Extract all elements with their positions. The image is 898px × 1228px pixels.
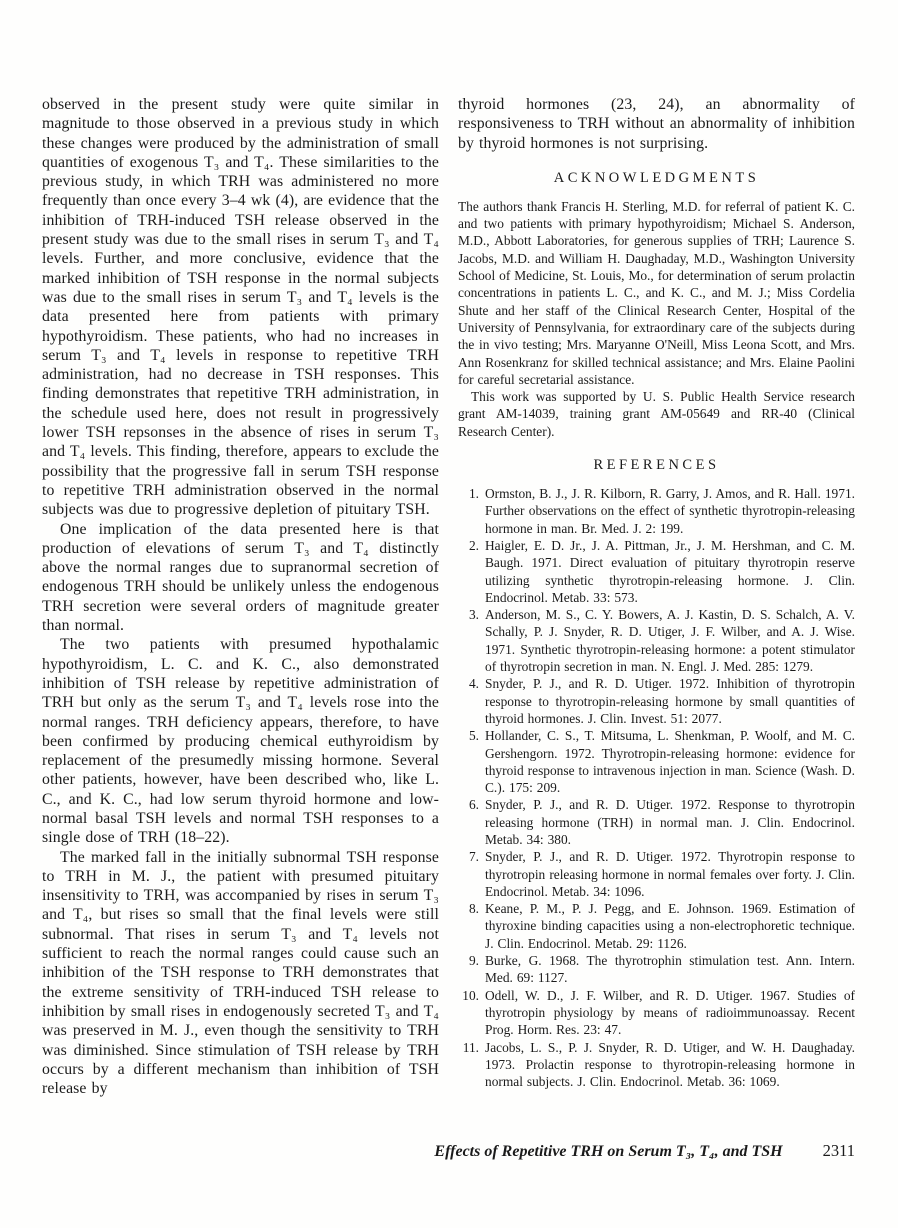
reference-number: 5. bbox=[468, 728, 479, 744]
body-paragraph: The two patients with presumed hypothalamic hypothyroidism, L. C. and K. C., also demonstrated inhibition of TSH release by repetitive administration of TRH but only as the serum T₃ and T₄ levels rose into the normal ranges. TRH deficiency appears, therefore, to have been confirmed by producing chemical euthyroidism by replacement of the presumedly missing hormone. Several other patients, however, have been described who, like L. C., and K. C., had low serum thyroid hormone and low-normal basal TSH levels and normal TSH responses to a single dose of TRH (18–22). bbox=[42, 636, 439, 847]
reference-text: Haigler, E. D. Jr., J. A. Pittman, Jr., J. M. Hershman, and C. M. Baugh. 1971. Direct evaluation of pituitary thyrotropin reserve utilizing synthetic thyrotropin-releasing hormone. J. Clin. Endocrinol. Metab. 33: 573. bbox=[485, 537, 855, 605]
reference-text: Ormston, B. J., J. R. Kilborn, R. Garry, J. Amos, and R. Hall. 1971. Further observations on the effect of synthetic thyrotropin-releasing hormone in man. Br. Med. J. 2: 199. bbox=[485, 486, 855, 536]
reference-text: Snyder, P. J., and R. D. Utiger. 1972. Thyrotropin response to thyrotropin releasing hormone in normal females over forty. J. Clin. Endocrinol. Metab. 34: 1096. bbox=[485, 849, 855, 899]
reference-number: 4. bbox=[468, 676, 479, 692]
page-footer bbox=[42, 1141, 855, 1161]
reference-number: 11. bbox=[462, 1039, 479, 1055]
body-paragraph: The marked fall in the initially subnormal TSH response to TRH in M. J., the patient with presumed pituitary insensitivity to TRH, was accompanied by rises in serum T₃ and T₄, but rises so small that the final levels were still subnormal. That rises in serum T₃ and T₄ levels not sufficient to reach the normal ranges could cause such an inhibition of the TSH response to TRH demonstrates that the extreme sensitivity of TRH-induced TSH release to inhibition by small rises in endogenously secreted T₃ and T₄ was preserved in M. J., even though the sensitivity to TRH was diminished. Since stimulation of TSH release by TRH occurs by a different mechanism than inhibition of TSH release by bbox=[42, 848, 439, 1098]
reference-number: 9. bbox=[468, 953, 479, 969]
reference-text: Snyder, P. J., and R. D. Utiger. 1972. Inhibition of thyrotropin response to thyrotropin-releasing hormone by small quantities of thyroid hormones. J. Clin. Invest. 51: 2077. bbox=[485, 676, 855, 726]
reference-text: Keane, P. M., P. J. Pegg, and E. Johnson. 1969. Estimation of thyroxine binding capacities using a non-electrophoretic technique. J. Clin. Endocrinol. Metab. 29: 1126. bbox=[485, 901, 855, 951]
reference-item bbox=[458, 848, 855, 900]
reference-number: 8. bbox=[468, 901, 479, 917]
reference-item bbox=[458, 796, 855, 848]
running-title: Effects of Repetitive TRH on Serum T₃, T₄, and TSH bbox=[434, 1143, 783, 1160]
reference-number: 2. bbox=[468, 537, 479, 553]
references-heading: REFERENCES bbox=[593, 457, 720, 474]
reference-text: Odell, W. D., J. F. Wilber, and R. D. Utiger. 1967. Studies of thyrotropin physiology by means of radioimmunoassay. Recent Prog. Horm. Res. 23: 47. bbox=[485, 987, 855, 1038]
reference-item bbox=[458, 485, 855, 537]
reference-item bbox=[458, 900, 855, 952]
reference-text: Snyder, P. J., and R. D. Utiger. 1972. Response to thyrotropin releasing hormone (TRH) in normal man. J. Clin. Endocrinol. Metab. 34: 380. bbox=[485, 797, 855, 847]
reference-number: 10. bbox=[462, 987, 479, 1003]
body-paragraph: observed in the present study were quite similar in magnitude to those observed in a previous study in which these changes were produced by the administration of small quantities of exogenous T₃ and T₄. These similarities to the previous study, in which TRH was administered no more frequently than once every 3–4 wk (4), are evidence that the inhibition of TRH-induced TSH release observed in the present study was due to the small rises in serum T₃ and T₄ levels. Further, and more conclusive, evidence that the marked inhibition of TSH response in the normal subjects was due to the small rises in serum T₃ and T₄ levels is the data presented here from patients with primary hypothyroidism. These patients, who had no increases in serum T₃ and T₄ levels in response to repetitive TRH administration, had no decrease in TSH responses. This finding demonstrates that repetitive TRH administration, in the schedule used here, does not result in progressively lower TSH repsonses in the absence of rises in serum T₃ and T₄ levels. This finding, therefore, appears to exclude the possibility that the progressive fall in serum TSH response to repetitive TRH administration observed in the normal subjects was due to progressive depletion of pituitary TSH. bbox=[42, 96, 439, 519]
reference-number: 7. bbox=[468, 849, 479, 865]
body-paragraph: One implication of the data presented here is that production of elevations of serum T₃ and T₄ distinctly above the normal ranges due to supranormal secretion of endogenous TRH should be unlikely unless the endogenous TRH secretion were several orders of magnitude greater than normal. bbox=[42, 520, 439, 635]
acknowledgments-paragraph: The authors thank Francis H. Sterling, M.D. for referral of patient K. C. and two patients with primary hypothyroidism; Michael S. Anderson, M.D., Abbott Laboratories, for generous supplies of TRH; Laurence S. Jacobs, M.D. and William H. Daughaday, M.D., Washington University School of Medicine, St. Louis, Mo., for determination of serum prolactin concentrations in patients L. C., and K. C., and M. J.; Miss Cordelia Shute and her staff of the Clinical Research Center, Hospital of the University of Pennsylvania, for extraordinary care of the subjects during the in vivo testing; Mrs. Maryanne O'Neill, Miss Leona Scott, and Mrs. Ann Rosenkranz for skilled technical assistance; and Mrs. Elaine Paolini for careful secretarial assistance. bbox=[458, 198, 855, 387]
reference-list bbox=[458, 485, 855, 1090]
reference-text: Burke, G. 1968. The thyrotrophin stimulation test. Ann. Intern. Med. 69: 1127. bbox=[485, 953, 855, 986]
reference-item bbox=[458, 727, 855, 796]
body-paragraph-continuation: thyroid hormones (23, 24), an abnormality of responsiveness to TRH without an abnormality of inhibition by thyroid hormones is not surprising. bbox=[458, 96, 855, 152]
acknowledgments-paragraph: This work was supported by U. S. Public Health Service research grant AM-14039, training grant AM-05649 and RR-40 (Clinical Research Center). bbox=[458, 389, 855, 439]
reference-text: Jacobs, L. S., P. J. Snyder, R. D. Utiger, and W. H. Daughaday. 1973. Prolactin response to thyrotropin-releasing hormone in normal subjects. J. Clin. Endocrinol. Metab. 36: 1069. bbox=[485, 1039, 855, 1090]
reference-item bbox=[458, 987, 855, 1039]
left-column bbox=[42, 95, 439, 1098]
reference-item bbox=[458, 1039, 855, 1091]
reference-item bbox=[458, 537, 855, 606]
reference-text: Hollander, C. S., T. Mitsuma, L. Shenkman, P. Woolf, and M. C. Gershengorn. 1972. Thyrotropin-releasing hormone: evidence for thyroid response to intravenous injection in man. Science (Wash. D. C.). 175: 209. bbox=[485, 728, 855, 796]
page-number: 2311 bbox=[822, 1141, 855, 1160]
reference-number: 1. bbox=[468, 486, 479, 502]
reference-item bbox=[458, 675, 855, 727]
reference-text: Anderson, M. S., C. Y. Bowers, A. J. Kastin, D. S. Schalch, A. V. Schally, P. J. Snyder, R. D. Utiger, J. F. Wilber, and A. J. Wise. 1971. Synthetic thyrotropin-releasing hormone: a potent stimulator of thyrotropin secretion in man. N. Engl. J. Med. 285: 1279. bbox=[485, 607, 855, 675]
reference-number: 3. bbox=[468, 607, 479, 623]
right-column bbox=[458, 95, 855, 1098]
reference-item bbox=[458, 952, 855, 987]
reference-number: 6. bbox=[468, 797, 479, 813]
two-column-text-area bbox=[42, 95, 855, 1098]
acknowledgments-heading: ACKNOWLEDGMENTS bbox=[553, 169, 760, 186]
reference-item bbox=[458, 606, 855, 675]
